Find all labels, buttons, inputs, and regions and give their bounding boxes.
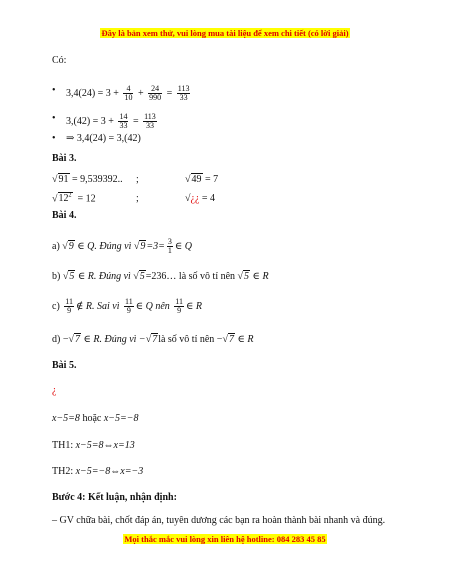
bai5-title: Bài 5. [52,360,77,371]
fraction: $\frac{113}{33}$ [144,112,156,130]
bai3-row2-sep: ; [136,193,139,204]
fraction: $\frac{11}{9}$ [65,297,73,315]
bai5-equation-line: x−5=8 hoặc x−5=−8 [52,413,139,424]
fraction: $\frac{14}{33}$ [119,112,128,130]
fraction: $\frac{113}{33}$ [177,84,190,102]
footer-banner: Mọi thắc mắc vui lòng xin liên hệ hotline: 084 283 45 85 [124,534,326,544]
bai3-row1-sep: ; [136,174,139,185]
fraction: $\frac{3}{1}$ [167,237,172,255]
bai4-item-c: c) $\frac{11}{9}$ ∉ R. Sai vì $\frac{11}{9}$ ∈ Q nên $\frac{11}{9}$ ∈ R [52,297,202,315]
bai4-title: Bài 4. [52,210,77,221]
fraction: $\frac{11}{9}$ [175,297,183,315]
bai5-case-2: TH2: x−5=−8⇔x=−3 [52,466,144,477]
document-page: Đây là bản xem thử, vui lòng mua tài liệu để xem chi tiết (có lời giải) Có: 3,4(24) = 3 + $\frac{4}{10}$ + $\frac{24}{990}$ = $\frac{113}{33}$ 3,(42) = 3 + $\frac{14}{33}$ = $\frac{113}{33}$ ⇒ 3,4(24) = 3,(42) Bài 3. √91 = 9,539392.. ; √49 = 7 $√12^2 = 12$ ; √¿¿ = 4 Bài 4. a) √9 ∈ Q. Đúng vì √9=3= $\frac{3}{1}$ ∈ Q b) √5 ∈ R. Đúng vì √5=236… là số vô tỉ nên √5 ∈ R c) $\frac{11}{9}$ ∉ R. Sai vì $\frac{11}{9}$ ∈ Q nên $\frac{11}{9}$ ∈ R d) −√7 ∈ R. Đúng vì −√7là số vô tỉ nên −√7 ∈ R Bài 5. ¿ x−5=8 hoặc x−5=−8 TH1: x−5=8⇔x=13 TH2: x−5=−8⇔x=−3 Bước 4: Kết luận, nhận định: – GV chữa bài, chốt đáp án, tuyên dương các bạn ra hoàn thành bài nhanh và đúng. Mọi thắc mắc vui lòng xin liên hệ hotline: 084 283 45 85 [0,0,450,582]
bai5-symbol: ¿ [52,385,57,396]
bai3-row1-left: √91 = 9,539392.. [52,174,123,185]
fraction: $\frac{24}{990}$ [149,84,162,102]
bai4-item-b: b) √5 ∈ R. Đúng vì √5=236… là số vô tỉ nên √5 ∈ R [52,271,269,282]
bai3-title: Bài 3. [52,153,77,164]
fraction: $\frac{4}{10}$ [124,84,133,102]
bai3-row1-right: √49 = 7 [185,174,219,185]
co-label: Có: [52,55,67,66]
bai3-row2-right: √¿¿ = 4 [185,193,216,204]
bai4-item-a: a) √9 ∈ Q. Đúng vì √9=3= $\frac{3}{1}$ ∈ Q [52,237,192,255]
fraction: $\frac{11}{9}$ [125,297,133,315]
bai5-case-1: TH1: x−5=8⇔x=13 [52,440,135,451]
bai4-item-d: d) −√7 ∈ R. Đúng vì −√7là số vô tỉ nên −√7 ∈ R [52,334,254,345]
buoc4-title: Bước 4: Kết luận, nhận định: [52,492,177,503]
buoc4-text: – GV chữa bài, chốt đáp án, tuyên dương các bạn ra hoàn thành bài nhanh và đúng. [52,515,386,526]
bai3-row2-left: $√12^2 = 12$ [52,193,96,205]
header-banner: Đây là bản xem thử, vui lòng mua tài liệu để xem chi tiết (có lời giải) [101,28,349,38]
